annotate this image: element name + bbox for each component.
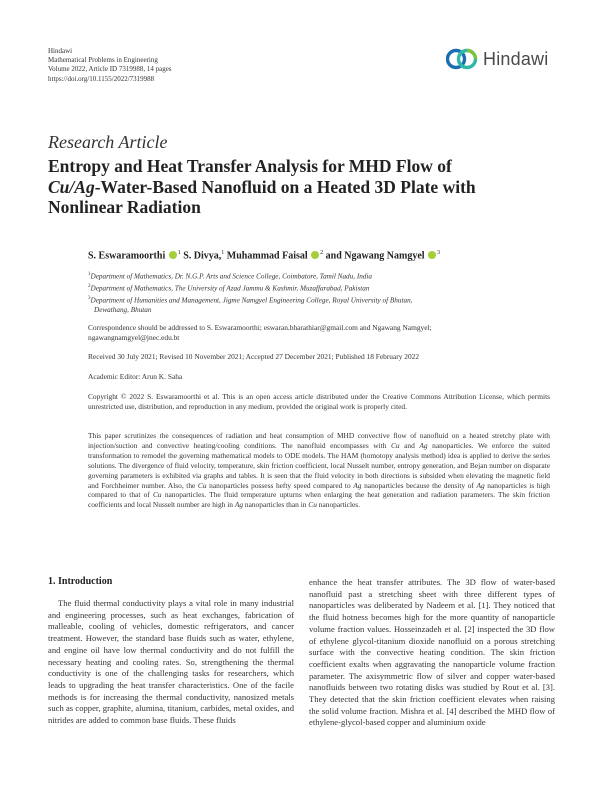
affiliation-item bbox=[88, 270, 548, 282]
affiliation-item bbox=[88, 294, 548, 306]
affiliation-item bbox=[88, 282, 548, 294]
hindawi-rings-icon bbox=[446, 46, 478, 72]
article-category: Research Article bbox=[48, 132, 168, 152]
abstract-text: nanoparticles than in bbox=[243, 500, 309, 510]
affiliation-text: Dewathang, Bhutan bbox=[94, 305, 152, 314]
doi-link[interactable]: https://doi.org/10.1155/2022/7319988 bbox=[48, 74, 155, 83]
publication-dates: Received 30 July 2021; Revised 10 November 2021; Accepted 27 December 2021; Published 18 February 2022 bbox=[88, 352, 420, 361]
abstract-text: nanoparticles. We enforce the suited transformation to remodel the governing mathematical models to ODE models. The HAM (homotopy analysis method) idea is applied to derive the series solutions. The divergence of fluid velocity, temperature, skin friction coefficient, local Nusselt number, entropy generation, and Bejan number on disparate governing parameters is exhibited via graphs and tables. It is seen that the fluid velocity in both directions is subsided when elevating the magnetic field and Forchheimer number. Also, the bbox=[88, 440, 551, 490]
title-line-3: Nonlinear Radiation bbox=[48, 197, 201, 217]
affiliation-sup: 2 bbox=[88, 283, 91, 289]
article-title bbox=[48, 156, 518, 218]
author-name[interactable]: Muhammad Faisal bbox=[226, 250, 308, 262]
abstract-text: and bbox=[399, 440, 420, 450]
correspondence bbox=[88, 323, 550, 343]
orcid-icon[interactable] bbox=[169, 251, 177, 259]
affiliation-text: Department of Mathematics, The University of Azad Jammu & Kashmir, Muzaffarabad, Pakistan bbox=[90, 284, 370, 293]
abstract-formula: Cu bbox=[152, 490, 162, 500]
abstract-formula: Cu bbox=[390, 440, 400, 450]
correspondence-line: Correspondence should be addressed to S. Eswaramoorthi; eswaran.bharathiar@gmail.com and Ngawang Namgyel; bbox=[88, 323, 432, 332]
abstract-formula: Ag bbox=[234, 500, 244, 510]
author-name[interactable]: S. Divya, bbox=[183, 250, 222, 262]
intro-paragraph: enhance the heat transfer attributes. The 3D flow of water-based nanofluid past a stretching sheet with three different types of nanoparticles was deliberated by Nadeem et al. [1]. They noticed that the fluid hotness becomes high for the more quantity of nanoparticle volume fraction values. Hosseinzadeh et al. [2] inspected the 3D flow of ethylene glycol-titanium dioxide nanofluid on a porous stretching surface with the convective heating condition. The skin friction coefficient exalts when aggravating the nanoparticle volume fraction parameter. The axisymmetric flow of silver and copper water-based nanofluids between two rotating disks was studied by Rout et al. [3]. They detected that the skin friction coefficient elevates when raising the solid volume fraction. Mishra et al. [4] described the MHD flow of ethylene-glycol-based copper and aluminium oxide bbox=[309, 577, 555, 728]
abstract-text: nanoparticles because the density of bbox=[361, 480, 477, 490]
volume-line: Volume 2022, Article ID 7319988, 14 pages bbox=[48, 65, 172, 74]
abstract-formula: Ag bbox=[476, 480, 485, 490]
title-line-1: Entropy and Heat Transfer Analysis for MHD Flow of bbox=[48, 156, 452, 176]
affiliation-sup: 1 bbox=[88, 272, 91, 277]
author-name[interactable]: S. Eswaramoorthi bbox=[88, 250, 166, 262]
journal-header bbox=[48, 47, 172, 84]
intro-paragraph: The fluid thermal conductivity plays a vital role in many industrial and engineering processes, such as heat exchanges, fabrication of malleable, cooling of vehicles, domestic refrigerators, and cancer treatment. However, the standard base fluids such as water, ethylene, and engine oil have low thermal conductivity and do not fulfill the necessary heating and cooling rates. So, strengthening the thermal conductivity is one of the challenging tasks for researchers, which leads to upgrading the heat transfer characteristics. One of the facile methods is for increasing the thermal conductivity, nanosized metals such as copper, graphite, alumina, titanium, carbides, metal oxides, and nitrides are added to common base fluids. These fluids bbox=[48, 598, 294, 726]
abstract-text: nanoparticles possess hefty speed compared to bbox=[206, 480, 354, 490]
author-and: and bbox=[325, 250, 342, 262]
hindawi-logo bbox=[446, 42, 556, 76]
abstract-formula: Ag bbox=[419, 440, 428, 450]
abstract-formula: Ag bbox=[353, 480, 362, 490]
publisher-name: Hindawi bbox=[48, 47, 73, 55]
intro-column-left bbox=[48, 598, 294, 727]
abstract bbox=[88, 431, 550, 510]
academic-editor: Academic Editor: Arun K. Saha bbox=[88, 372, 183, 381]
affiliation-text: Department of Humanities and Management, Jigme Namgyel Engineering College, Royal University of Bhutan, bbox=[90, 296, 413, 305]
author-affil-sup: 2 bbox=[320, 250, 324, 256]
abstract-text: nanoparticles is high compared to that of bbox=[88, 480, 550, 500]
abstract-text: nanoparticles. bbox=[316, 500, 361, 510]
affiliation-item bbox=[88, 306, 548, 316]
abstract-text: This paper scrutinizes the consequences of radiation and heat consumption of MHD convective flow of nanofluid on a heated stretchy plate with injection/suction and convective heating/cooling conditions. The nanofluid encompasses with bbox=[88, 431, 550, 450]
orcid-icon[interactable] bbox=[311, 251, 319, 259]
intro-column-right bbox=[309, 577, 555, 729]
affiliation-text: Department of Mathematics, Dr. N.G.P. Arts and Science College, Coimbatore, Tamil Nadu, India bbox=[90, 272, 372, 281]
correspondence-line[interactable]: ngawangnamgyel@jnec.edu.bt bbox=[88, 332, 180, 342]
title-italic-formula: Cu/Ag bbox=[48, 176, 95, 197]
abstract-formula: Cu bbox=[197, 480, 207, 490]
author-affil-sup: 1 bbox=[177, 250, 181, 256]
section-heading-introduction: 1. Introduction bbox=[48, 576, 113, 587]
affiliation-sup: 3 bbox=[88, 295, 91, 301]
copyright-notice: Copyright © 2022 S. Eswaramoorthi et al. This is an open access article distributed under the Creative Commons Attribution License, which permits unrestricted use, distribution, and reproduction in any medium, provided the original work is properly cited. bbox=[88, 392, 550, 411]
abstract-formula: Cu bbox=[308, 500, 317, 510]
affiliations bbox=[88, 270, 548, 316]
author-list bbox=[88, 250, 440, 261]
author-affil-sup: 3 bbox=[437, 250, 441, 256]
abstract-text: nanoparticles. The fluid temperature upturns when enlarging the heat generation and radiation parameters. The skin friction coefficients and local Nusselt number are high in bbox=[88, 490, 550, 510]
journal-name: Mathematical Problems in Engineering bbox=[48, 56, 158, 65]
orcid-icon[interactable] bbox=[428, 251, 436, 259]
logo-text: Hindawi bbox=[483, 48, 549, 69]
author-name[interactable]: Ngawang Namgyel bbox=[344, 250, 425, 262]
author-affil-sup: 1 bbox=[221, 250, 225, 256]
title-line-2: -Water-Based Nanofluid on a Heated 3D Plate with bbox=[94, 176, 476, 197]
